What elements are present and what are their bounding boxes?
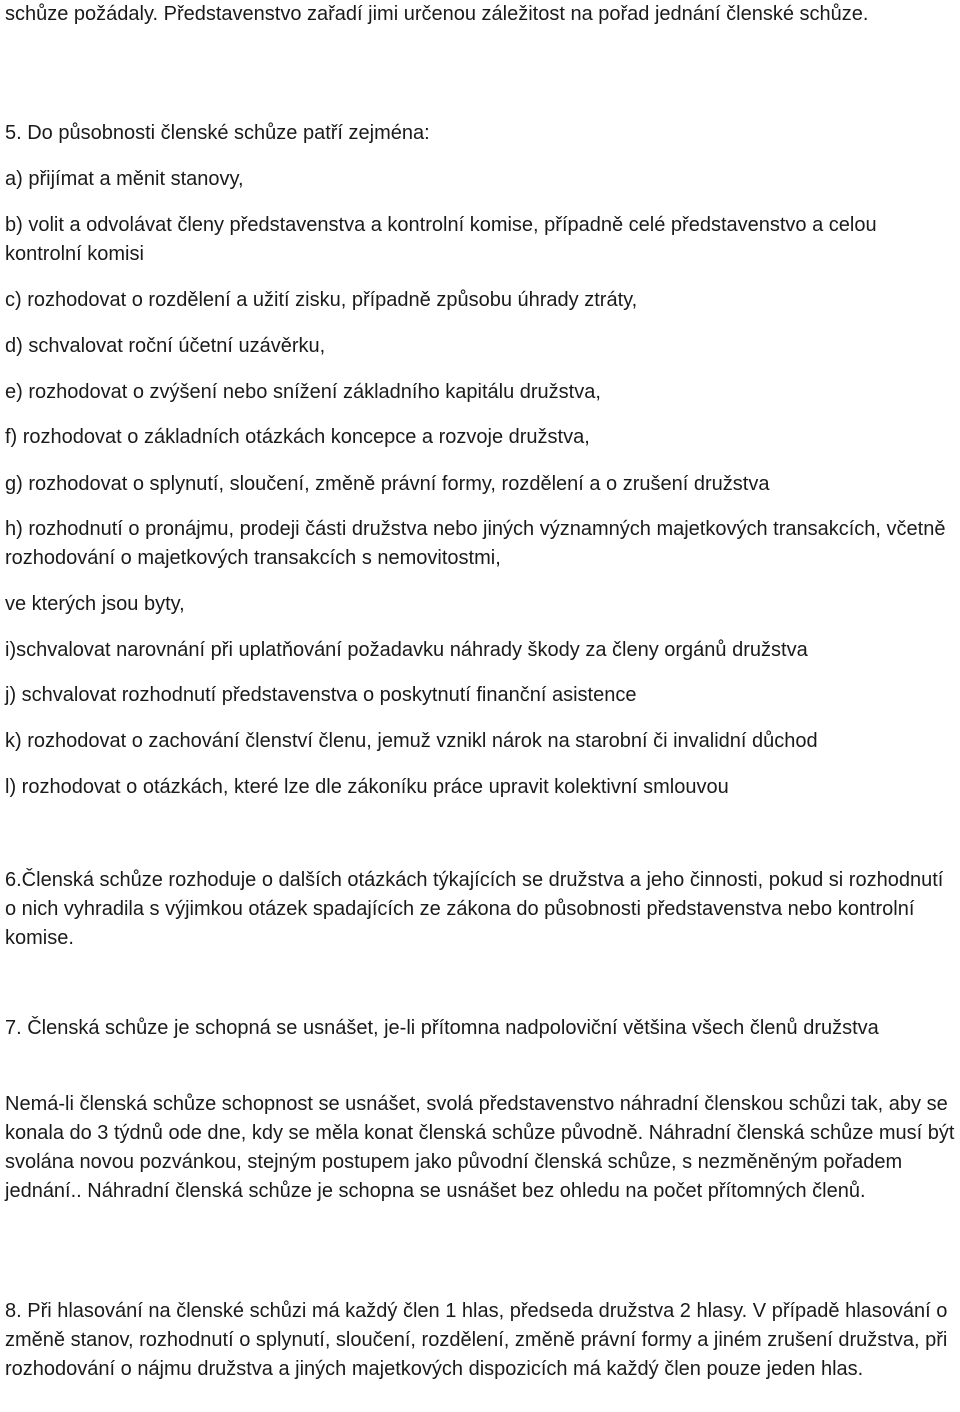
section-7-paragraph: 7. Členská schůze je schopná se usnášet, je-li přítomna nadpoloviční většina všech členů družstva (5, 1017, 879, 1039)
list-item: h) rozhodnutí o pronájmu, prodeji části družstva nebo jiných významných majetkových transakcích, včetně rozhodování o majetkových transakcích s nemovitostmi, (5, 518, 946, 569)
list-item: k) rozhodovat o zachování členství členu, jemuž vznikl nárok na starobní či invalidní důchod (5, 730, 818, 752)
list-item: e) rozhodovat o zvýšení nebo snížení základního kapitálu družstva, (5, 381, 601, 403)
section-7-subparagraph: Nemá-li členská schůze schopnost se usnášet, svolá představenstvo náhradní členskou schůzi tak, aby se konala do 3 týdnů ode dne, kdy se měla konat členská schůze původně. Náhradní členská schůze musí být svolána novou pozvánkou, stejným postupem jako původní členská schůze, s nezměněným pořadem jednání.. Náhradní členská schůze je schopna se usnášet bez ohledu na počet přítomných členů. (5, 1093, 955, 1202)
section-6-paragraph: 6.Členská schůze rozhoduje o dalších otázkách týkajících se družstva a jeho činnosti, pokud si rozhodnutí o nich vyhradila s výjimkou otázek spadajících ze zákona do působnosti představenstva nebo kontrolní komise. (5, 869, 944, 949)
list-item: b) volit a odvolávat členy představenstva a kontrolní komise, případně celé představenstvo a celou kontrolní komisi (5, 214, 877, 265)
list-item: ve kterých jsou byty, (5, 593, 185, 615)
list-item: j) schvalovat rozhodnutí představenstva o poskytnutí finanční asistence (5, 684, 637, 706)
intro-paragraph: schůze požádaly. Představenstvo zařadí jimi určenou záležitost na pořad jednání členské schůze. (5, 3, 869, 25)
list-item: d) schvalovat roční účetní uzávěrku, (5, 335, 326, 357)
list-item: g) rozhodovat o splynutí, sloučení, změně právní formy, rozdělení a o zrušení družstva (5, 473, 770, 495)
section-8-paragraph: 8. Při hlasování na členské schůzi má každý člen 1 hlas, předseda družstva 2 hlasy. V případě hlasování o změně stanov, rozhodnutí o splynutí, sloučení, rozdělení, změně právní formy a jiném zrušení družstva, při rozhodování o nájmu družstva a jiných majetkových dispozicích má každý člen pouze jeden hlas. (5, 1300, 948, 1380)
list-item: f) rozhodovat o základních otázkách koncepce a rozvoje družstva, (5, 426, 590, 448)
list-item: l) rozhodovat o otázkách, které lze dle zákoníku práce upravit kolektivní smlouvou (5, 776, 729, 798)
section-5-heading: 5. Do působnosti členské schůze patří zejména: (5, 122, 430, 144)
list-item: c) rozhodovat o rozdělení a užití zisku, případně způsobu úhrady ztráty, (5, 289, 638, 311)
list-item: a) přijímat a měnit stanovy, (5, 168, 244, 190)
list-item: i)schvalovat narovnání při uplatňování požadavku náhrady škody za členy orgánů družstva (5, 639, 808, 661)
